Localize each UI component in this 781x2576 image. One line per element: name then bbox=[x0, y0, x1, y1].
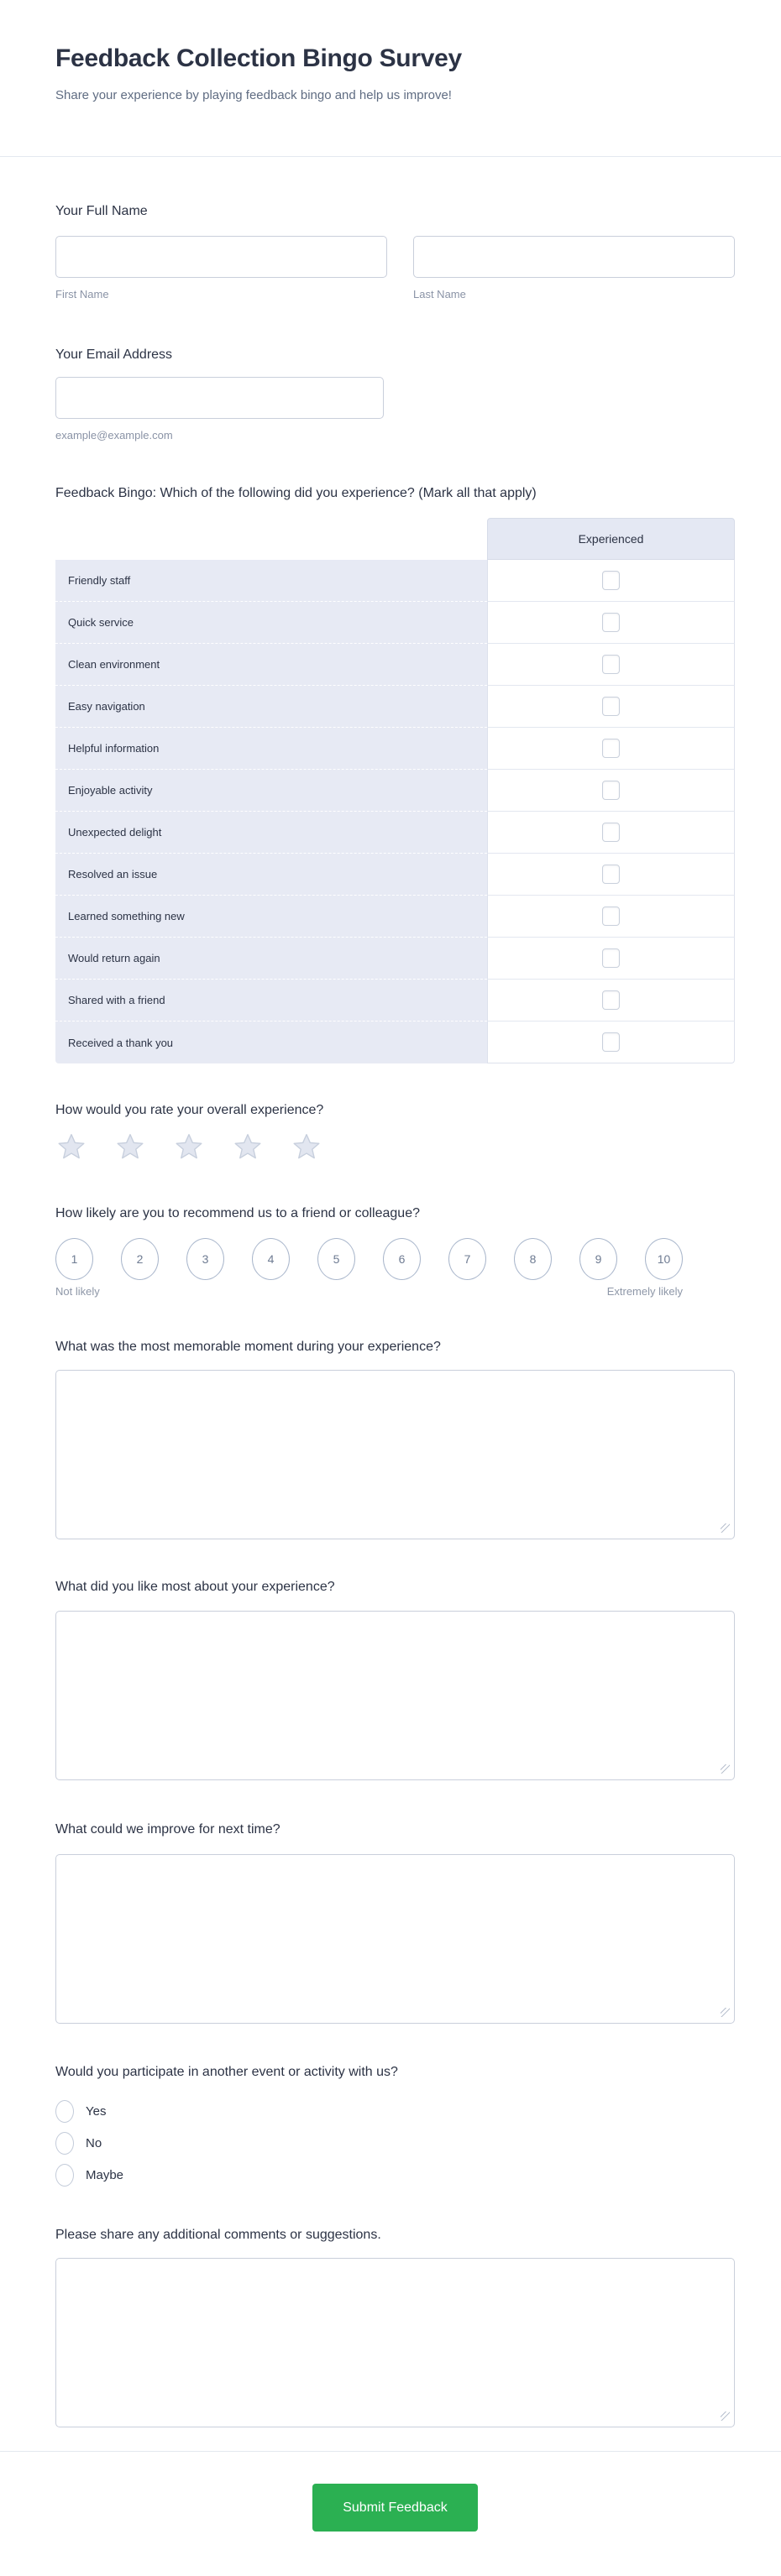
nps-option-3[interactable]: 3 bbox=[186, 1238, 224, 1280]
bingo-checkbox-learned-something-new[interactable] bbox=[602, 907, 620, 926]
submit-feedback-button[interactable]: Submit Feedback bbox=[312, 2484, 478, 2532]
bingo-row-label: Learned something new bbox=[55, 896, 487, 938]
bingo-checkbox-friendly-staff[interactable] bbox=[602, 571, 620, 590]
bingo-header-spacer bbox=[55, 518, 487, 560]
memorable-moment-textarea[interactable] bbox=[55, 1370, 735, 1539]
bingo-row-label: Resolved an issue bbox=[55, 854, 487, 896]
full-name-label: Your Full Name bbox=[55, 204, 148, 218]
nps-option-7[interactable]: 7 bbox=[448, 1238, 486, 1280]
table-row bbox=[55, 896, 735, 938]
comments-textarea[interactable] bbox=[55, 2258, 735, 2427]
radio-circle-icon[interactable] bbox=[55, 2100, 74, 2123]
nps-question-label: How likely are you to recommend us to a friend or colleague? bbox=[55, 1206, 420, 1220]
page-title: Feedback Collection Bingo Survey bbox=[55, 44, 462, 72]
page-subtitle: Share your experience by playing feedback bingo and help us improve! bbox=[55, 88, 452, 102]
last-name-sublabel: Last Name bbox=[413, 288, 466, 300]
radio-circle-icon[interactable] bbox=[55, 2132, 74, 2155]
radio-label: No bbox=[86, 2136, 102, 2150]
bingo-checkbox-quick-service[interactable] bbox=[602, 613, 620, 632]
participate-options bbox=[55, 2100, 735, 2187]
nps-option-2[interactable]: 2 bbox=[121, 1238, 159, 1280]
star-icon[interactable] bbox=[55, 1131, 87, 1163]
radio-circle-icon[interactable] bbox=[55, 2164, 74, 2187]
star-icon[interactable] bbox=[232, 1131, 264, 1163]
email-sublabel: example@example.com bbox=[55, 429, 173, 442]
nps-min-label: Not likely bbox=[55, 1285, 100, 1298]
form-header bbox=[0, 0, 781, 104]
radio-option-maybe[interactable] bbox=[55, 2164, 735, 2187]
form-body bbox=[0, 203, 781, 2574]
liked-most-textarea[interactable] bbox=[55, 1611, 735, 1780]
bingo-row-label: Helpful information bbox=[55, 728, 487, 770]
bingo-checkbox-helpful-information[interactable] bbox=[602, 739, 620, 758]
comments-label: Please share any additional comments or suggestions. bbox=[55, 2228, 381, 2242]
nps-option-5[interactable]: 5 bbox=[317, 1238, 355, 1280]
bingo-row-label: Enjoyable activity bbox=[55, 770, 487, 812]
nps-option-10[interactable]: 10 bbox=[645, 1238, 683, 1280]
bingo-checkbox-received-a-thank-you[interactable] bbox=[602, 1032, 620, 1052]
memorable-moment-label: What was the most memorable moment during your experience? bbox=[55, 1340, 441, 1354]
bingo-row-label: Friendly staff bbox=[55, 560, 487, 602]
bingo-checkbox-easy-navigation[interactable] bbox=[602, 697, 620, 716]
bingo-question-label: Feedback Bingo: Which of the following did you experience? (Mark all that apply) bbox=[55, 486, 537, 500]
participate-question-label: Would you participate in another event or activity with us? bbox=[55, 2065, 398, 2079]
table-row bbox=[55, 602, 735, 644]
bingo-row-label: Received a thank you bbox=[55, 1022, 487, 1063]
table-row bbox=[55, 770, 735, 812]
improve-textarea[interactable] bbox=[55, 1854, 735, 2024]
first-name-group bbox=[55, 236, 387, 300]
star-icon[interactable] bbox=[291, 1131, 322, 1163]
bingo-column-header: Experienced bbox=[487, 518, 735, 560]
bingo-checkbox-enjoyable-activity[interactable] bbox=[602, 781, 620, 800]
star-icon[interactable] bbox=[173, 1131, 205, 1163]
bingo-row-label: Shared with a friend bbox=[55, 980, 487, 1022]
bingo-checkbox-resolved-an-issue[interactable] bbox=[602, 865, 620, 884]
liked-most-label: What did you like most about your experience? bbox=[55, 1580, 335, 1594]
table-row bbox=[55, 728, 735, 770]
email-label: Your Email Address bbox=[55, 347, 173, 362]
radio-label: Yes bbox=[86, 2104, 107, 2119]
bingo-checkbox-would-return-again[interactable] bbox=[602, 948, 620, 968]
bingo-checkbox-shared-with-a-friend[interactable] bbox=[602, 990, 620, 1010]
bingo-row-label: Unexpected delight bbox=[55, 812, 487, 854]
bingo-row-label: Clean environment bbox=[55, 644, 487, 686]
memorable-moment-group bbox=[55, 1370, 735, 1539]
table-row bbox=[55, 686, 735, 728]
bingo-checkbox-unexpected-delight[interactable] bbox=[602, 823, 620, 842]
nps-end-labels bbox=[55, 1285, 683, 1298]
submit-area bbox=[55, 2452, 735, 2574]
table-row bbox=[55, 980, 735, 1022]
nps-max-label: Extremely likely bbox=[606, 1285, 683, 1298]
improve-label: What could we improve for next time? bbox=[55, 1822, 280, 1837]
table-row bbox=[55, 644, 735, 686]
nps-option-4[interactable]: 4 bbox=[252, 1238, 290, 1280]
table-row bbox=[55, 938, 735, 980]
comments-group bbox=[55, 2258, 735, 2427]
first-name-sublabel: First Name bbox=[55, 288, 109, 300]
nps-scale-group bbox=[55, 1238, 683, 1280]
bingo-checkbox-clean-environment[interactable] bbox=[602, 655, 620, 674]
table-row bbox=[55, 1022, 735, 1063]
table-row bbox=[55, 560, 735, 602]
last-name-input[interactable] bbox=[413, 236, 735, 278]
table-row bbox=[55, 812, 735, 854]
nps-option-6[interactable]: 6 bbox=[383, 1238, 421, 1280]
header-divider bbox=[0, 156, 781, 157]
email-input[interactable] bbox=[55, 377, 384, 419]
bingo-table bbox=[55, 518, 735, 1063]
nps-option-9[interactable]: 9 bbox=[579, 1238, 617, 1280]
bingo-row-label: Would return again bbox=[55, 938, 487, 980]
nps-option-1[interactable]: 1 bbox=[55, 1238, 93, 1280]
radio-option-yes[interactable] bbox=[55, 2100, 735, 2123]
nps-option-8[interactable]: 8 bbox=[514, 1238, 552, 1280]
radio-label: Maybe bbox=[86, 2168, 124, 2182]
radio-option-no[interactable] bbox=[55, 2132, 735, 2155]
liked-most-group bbox=[55, 1611, 735, 1780]
bingo-table-header bbox=[55, 518, 735, 560]
email-group bbox=[55, 377, 384, 442]
last-name-group bbox=[413, 236, 735, 300]
star-rating-label: How would you rate your overall experience? bbox=[55, 1103, 324, 1117]
full-name-fields bbox=[55, 236, 735, 300]
bingo-row-label: Quick service bbox=[55, 602, 487, 644]
star-icon[interactable] bbox=[114, 1131, 146, 1163]
star-rating-group bbox=[55, 1131, 735, 1163]
table-row bbox=[55, 854, 735, 896]
first-name-input[interactable] bbox=[55, 236, 387, 278]
improve-group bbox=[55, 1854, 735, 2024]
bingo-row-label: Easy navigation bbox=[55, 686, 487, 728]
